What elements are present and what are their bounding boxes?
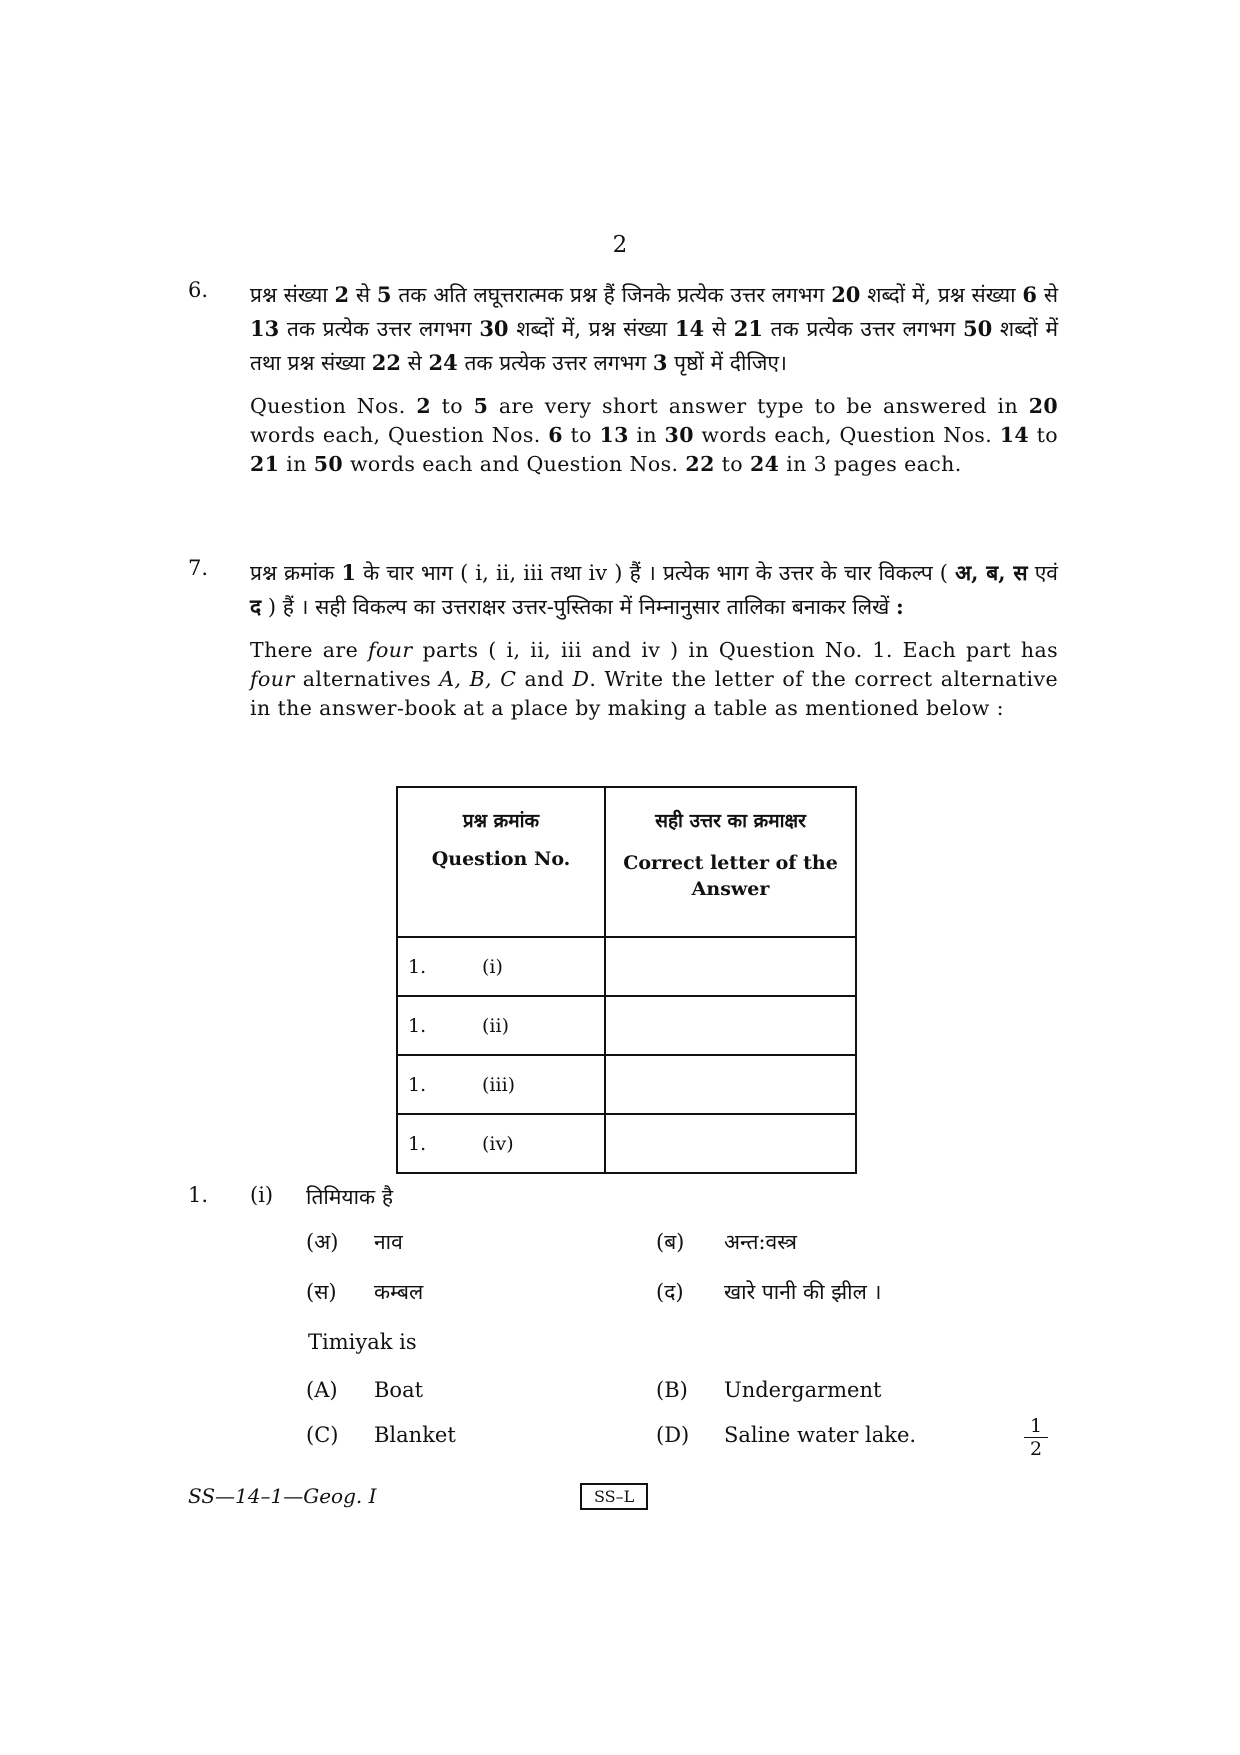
table-row xyxy=(397,1114,856,1173)
question-stem-hindi: तिमियाक है xyxy=(306,1185,393,1209)
option-text: Blanket xyxy=(374,1423,456,1447)
row-question-part: (ii) xyxy=(482,1014,509,1037)
row-question-part: (i) xyxy=(482,955,503,978)
table-row xyxy=(397,937,856,996)
option-text: Saline water lake. xyxy=(724,1423,917,1447)
table-header-row xyxy=(397,787,856,937)
hindi-options-row-2 xyxy=(306,1278,1066,1308)
option-text: Boat xyxy=(374,1378,424,1402)
correct-letter-header-english: Correct letter of the Answer xyxy=(623,852,838,900)
instruction-number: 7. xyxy=(188,556,209,580)
table-row xyxy=(397,996,856,1055)
english-options-row-1 xyxy=(306,1378,1066,1408)
answer-cell xyxy=(605,1055,856,1114)
answer-cell xyxy=(605,937,856,996)
instruction-number: 6. xyxy=(188,278,209,302)
marks-denominator: 2 xyxy=(1029,1438,1043,1460)
series-code-box: SS–L xyxy=(580,1483,648,1510)
question-no-header-english: Question No. xyxy=(431,848,571,870)
question-part: (i) xyxy=(250,1183,274,1207)
instruction-6-english: Question Nos. 2 to 5 are very short answer type to be answered in 20 words each, Question Nos. 6 to 13 in 30 words each, Question Nos. 14 to 21 in 50 words each and Question Nos. 22 to 24 in 3 pages each. xyxy=(250,394,1059,476)
english-options-row-2 xyxy=(306,1423,1066,1453)
option-label: (ब) xyxy=(656,1230,685,1254)
question-stem-english: Timiyak is xyxy=(308,1330,417,1354)
question-no-cell xyxy=(397,937,605,996)
option-c-english xyxy=(306,1423,456,1447)
row-question-number: 1. xyxy=(408,1132,427,1155)
option-a-english xyxy=(306,1378,423,1402)
question-no-cell xyxy=(397,1055,605,1114)
question-no-cell xyxy=(397,996,605,1055)
row-question-part: (iii) xyxy=(482,1073,516,1096)
option-text: खारे पानी की झील । xyxy=(724,1280,882,1304)
option-d-english xyxy=(656,1423,916,1447)
option-c-hindi xyxy=(306,1278,423,1306)
paper-code: SS—14–1—Geog. I xyxy=(188,1484,377,1508)
marks-fraction xyxy=(1024,1416,1048,1459)
option-label: (C) xyxy=(306,1423,339,1447)
row-question-number: 1. xyxy=(408,1073,427,1096)
answer-format-table xyxy=(396,786,857,1174)
answer-cell xyxy=(605,996,856,1055)
instruction-item-6 xyxy=(188,278,1058,479)
answer-cell xyxy=(605,1114,856,1173)
row-question-part: (iv) xyxy=(482,1132,514,1155)
instruction-6-hindi: प्रश्न संख्या 2 से 5 तक अति लघूत्तरात्मक प्रश्न हैं जिनके प्रत्येक उत्तर लगभग 20 शब्दों में, प्रश्न संख्या 6 से 13 तक प्रत्येक उत्तर लगभग 30 शब्दों में, प्रश्न संख्या 14 से 21 तक प्रत्येक उत्तर लगभग 50 शब्दों में तथा प्रश्न संख्या 22 से 24 तक प्रत्येक उत्तर लगभग 3 पृष्ठों में दीजिए। xyxy=(250,282,1059,375)
instruction-7-hindi: प्रश्न क्रमांक 1 के चार भाग ( i, ii, iii तथा iv ) हैं । प्रत्येक भाग के उत्तर के चार विकल्प ( अ, ब, स एवं द ) हैं । सही विकल्प का उत्तराक्षर उत्तर-पुस्तिका में निम्नानुसार तालिका बनाकर लिखें : xyxy=(250,560,1058,619)
instruction-7-english: There are four parts ( i, ii, iii and iv ) in Question No. 1. Each part has four alternatives A, B, C and D. Write the letter of the correct alternative in the answer-book at a place by making a table as mentioned below : xyxy=(250,638,1058,720)
option-text: कम्बल xyxy=(374,1280,424,1304)
option-label: (द) xyxy=(656,1280,684,1304)
option-b-hindi xyxy=(656,1228,797,1256)
option-label: (अ) xyxy=(306,1230,339,1254)
option-label: (B) xyxy=(656,1378,688,1402)
question-no-header xyxy=(397,787,605,937)
instruction-item-7 xyxy=(188,556,1058,723)
page-number: 2 xyxy=(612,232,628,258)
option-d-hindi xyxy=(656,1278,881,1306)
option-text: अन्त:वस्त्र xyxy=(724,1230,797,1254)
option-b-english xyxy=(656,1378,881,1402)
option-text: Undergarment xyxy=(724,1378,882,1402)
question-number: 1. xyxy=(188,1183,209,1207)
correct-letter-header-hindi: सही उत्तर का क्रमाक्षर xyxy=(655,810,806,832)
correct-letter-header xyxy=(605,787,856,937)
option-label: (D) xyxy=(656,1423,690,1447)
option-label: (A) xyxy=(306,1378,338,1402)
option-label: (स) xyxy=(306,1280,337,1304)
option-a-hindi xyxy=(306,1228,403,1256)
hindi-options-row-1 xyxy=(306,1228,1066,1258)
question-no-header-hindi: प्रश्न क्रमांक xyxy=(462,810,540,832)
question-no-cell xyxy=(397,1114,605,1173)
table-row xyxy=(397,1055,856,1114)
marks-numerator: 1 xyxy=(1029,1415,1043,1437)
row-question-number: 1. xyxy=(408,1014,427,1037)
row-question-number: 1. xyxy=(408,955,427,978)
option-text: नाव xyxy=(374,1230,403,1254)
